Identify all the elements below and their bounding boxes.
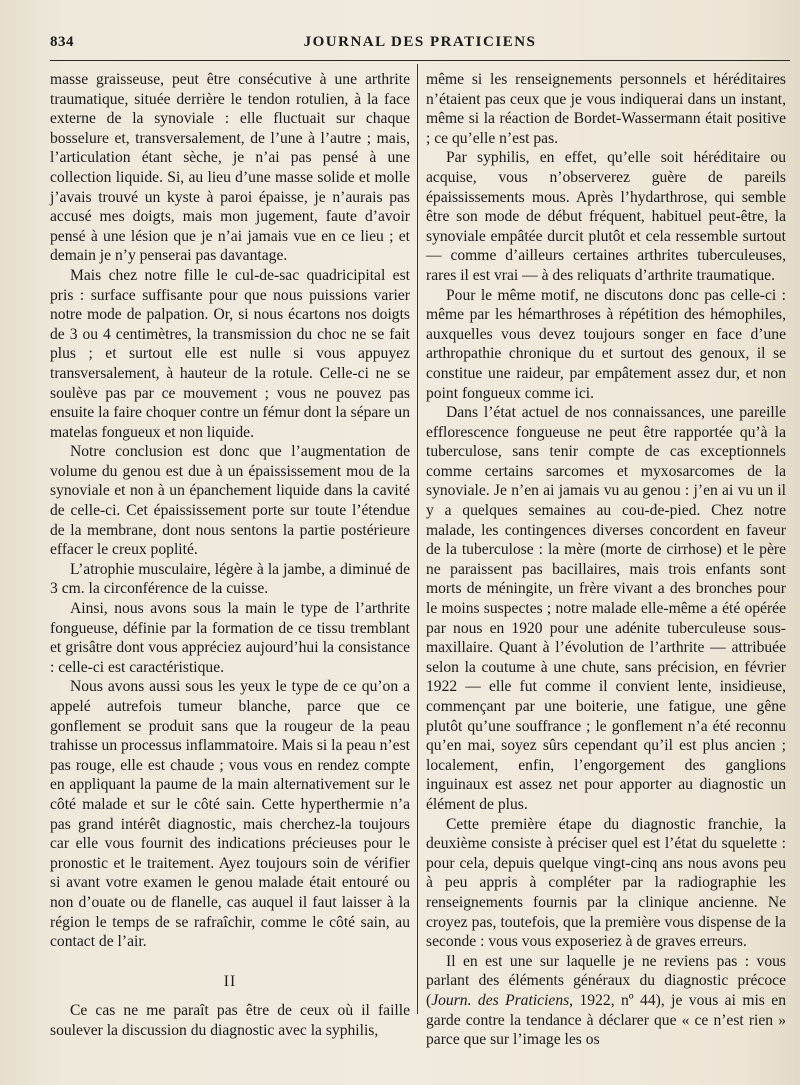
paragraph: même si les renseignements personnels et héréditaires n’étaient pas ceux que je vous indiquerai dans un instant, même si la réaction de Bordet-Wassermann était positive ; ce qu’elle n’est pas.: [426, 71, 786, 147]
running-title: JOURNAL DES PRATICIENS: [303, 34, 537, 50]
paragraph: Cette première étape du diagnostic franchie, la deuxième consiste à préciser quel est l’état du squelette : pour cela, depuis quelque vingt-cinq ans nous avons peu à peu appris à compléter par la radiographie les renseignements fournis par la clinique ancienne. Ne croyez pas, toutefois, que la première vous dispense de la seconde : vous vous exposeriez à de graves erreurs.: [426, 815, 786, 951]
paragraph: Ce cas ne me paraît pas être de ceux où il faille soulever la discussion du diagnostic avec la syphilis,: [50, 1002, 410, 1039]
text-run: Il en est une sur laquelle je ne reviens pas : vous parlant des éléments généraux du diagnostic précoce (: [426, 952, 786, 1009]
header-rule: [50, 60, 790, 61]
paragraph: Dans l’état actuel de nos connaissances, une pareille efflorescence fongueuse ne peut être rapportée qu’à la tuberculose, sans tenir compte de cas exceptionnels comme certains sarcomes et myxosarcomes de la synoviale. Je n’en ai jamais vu au genou : j’en ai vu un il y a quelques semaines au cou-de-pied. Chez notre malade, les contingences diverses concordent en faveur de la tuberculose : la mère (morte de cirrhose) et le père ne paraissent pas bacillaires, mais trois enfants sont morts de méningite, un frère vivant a des bronches pour le moins suspectes ; notre malade elle-même a été opérée par nous en 1920 pour une adénite tuberculeuse sous-maxillaire. Quant à l’évolution de l’arthrite — attribuée selon la coutume à une chute, sans précision, en février 1922 — elle fut comme il convient lente, insidieuse, commençant par une boiterie, une fatigue, une gêne plutôt qu’une souffrance ; le gonflement n’a été reconnu qu’en mai, soyez sûrs cependant qu’il est plus ancien ; localement, enfin, l’engorgement des ganglions inguinaux est assez net pour apporter au diagnostic un élément de plus.: [426, 404, 786, 813]
right-column: [426, 70, 786, 1050]
section-heading: II: [223, 972, 237, 990]
citation-italic: Journ. des Praticiens,: [431, 991, 574, 1009]
paragraph: Par syphilis, en effet, qu’elle soit héréditaire ou acquise, vous n’observerez guère de pareils épaississements mous. Après l’hydarthrose, qui semble être son mode de début fréquent, habituel peut-être, la synoviale empâtée durcit plutôt et cela ressemble surtout — comme d’ailleurs certaines arthrites tuberculeuses, rares il est vrai — à des reliquats d’arthrite traumatique.: [426, 149, 786, 284]
left-column: [50, 70, 410, 1041]
page-number: 834: [50, 34, 74, 50]
paragraph: masse graisseuse, peut être consécutive à une arthrite traumatique, située derrière le tendon rotulien, à la face externe de la synoviale : elle fluctuait sur chaque bosselure et, transversalement, de l’une à l’autre ; mais, l’articulation étant sèche, je n’ai pas pensé à une collection liquide. Si, au lieu d’une masse solide et molle j’avais trouvé un kyste à paroi épaisse, je n’aurais pas accusé mes doigts, mais mon jugement, faute d’avoir pensé à une lésion que je n’ai jamais vue en ce lieu ; et demain je n’y penserai pas davantage.: [50, 71, 410, 265]
text-run: 1922, nº 44), je vous ai mis en garde contre la tendance à déclarer que « ce n’est rien » parce que sur l’image les os: [426, 991, 786, 1049]
paragraph: Pour le même motif, ne discutons donc pas celle-ci : même par les hémarthroses à répétition des hémophiles, auxquelles vous devez toujours songer en face d’une arthropathie chronique du et surtout des genoux, il se constitue une raideur, par empâtement assez dur, et non point fongueux comme ici.: [426, 286, 786, 402]
column-divider: [417, 64, 418, 1014]
page-header: [50, 34, 790, 58]
paragraph: Nous avons aussi sous les yeux le type de ce qu’on a appelé autrefois tumeur blanche, parce que ce gonflement se produit sans que la rougeur de la peau trahisse un processus inflammatoire. Mais si la peau n’est pas rouge, elle est chaude ; vous vous en rendez compte en appliquant la paume de la main alternativement sur le côté malade et sur le côté sain. Cette hyperthermie n’a pas grand intérêt diagnostic, mais cherchez-la toujours car elle vous fournit des indications précieuses pour le pronostic et le traitement. Ayez toujours soin de vérifier si avant votre examen le genou malade était entouré ou non d’ouate ou de flanelle, cas auquel il faut laisser à la région le temps de se rafraîchir, comme le côté sain, au contact de l’air.: [50, 678, 410, 951]
paragraph: L’atrophie musculaire, légère à la jambe, a diminué de 3 cm. la circonférence de la cuisse.: [50, 560, 410, 598]
paragraph: Ainsi, nous avons sous la main le type de l’arthrite fongueuse, définie par la formation de ce tissu tremblant et grisâtre dont vous appréciez aujourd’hui la consistance : celle-ci est caractéristique.: [50, 600, 410, 676]
paragraph: [426, 952, 786, 1050]
paragraph: Notre conclusion est donc que l’augmentation de volume du genou est due à un épaississement mou de la synoviale et non à un épanchement liquide dans la cavité de celle-ci. Cet épaississement porte sur toute l’étendue de la membrane, dont nous sentons la partie postérieure effacer le creux poplité.: [50, 443, 410, 559]
paragraph: Mais chez notre fille le cul-de-sac quadricipital est pris : surface suffisante pour que nous puissions varier notre mode de palpation. Or, si nous écartons nos doigts de 3 ou 4 centimètres, la transmission du choc ne se fait plus ; et surtout elle est nulle si vous appuyez transversalement, à hauteur de la rotule. Celle-ci ne se soulève pas par ce mouvement ; vous ne pouvez pas ensuite la faire choquer contre un fémur dont la sépare un matelas fongueux et non liquide.: [50, 266, 410, 441]
